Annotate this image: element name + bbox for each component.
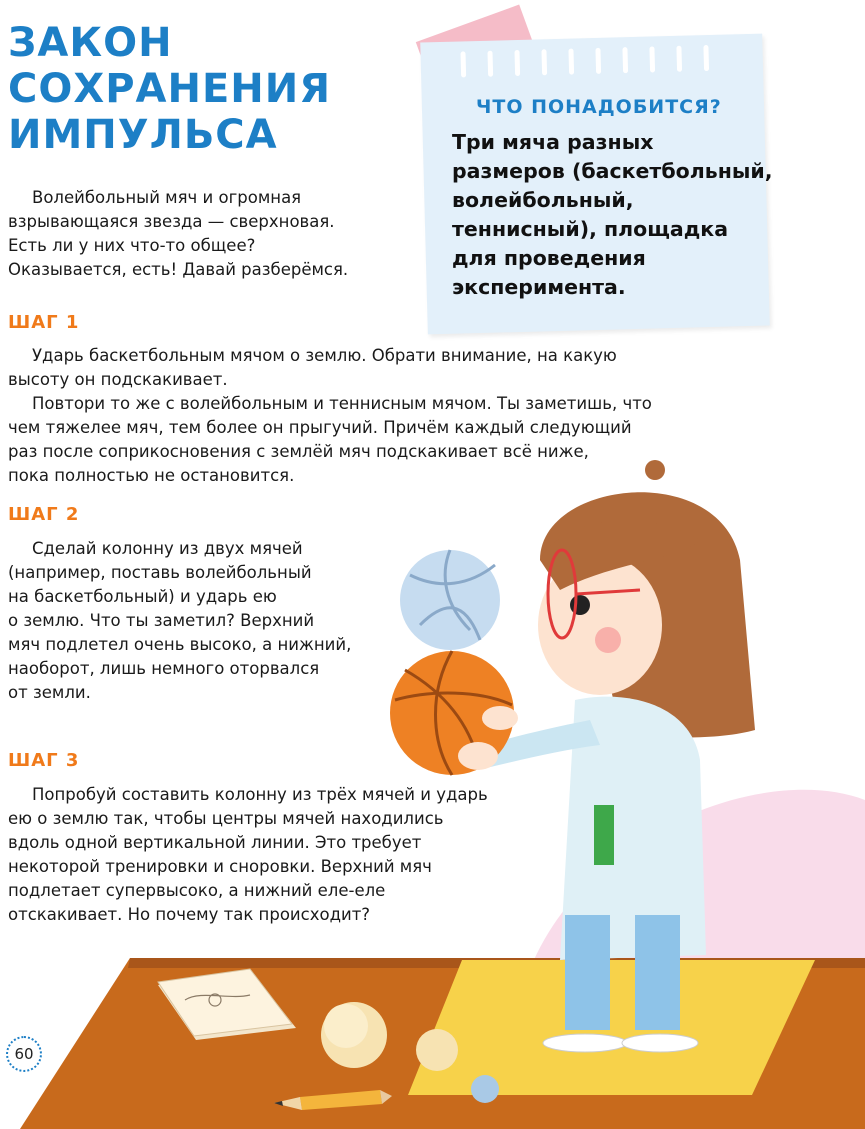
title-line: ИМПУЛЬСА — [8, 112, 278, 158]
materials-line: для проведения — [452, 246, 646, 270]
page-title — [8, 20, 331, 158]
step1-line: Ударь баскетбольным мячом о землю. Обрати внимание, на какую — [32, 346, 617, 365]
step3-line: подлетает супервысоко, а нижний еле-еле — [8, 881, 386, 900]
step3-heading: ШАГ 3 — [8, 750, 80, 771]
intro-line: взрывающаяся звезда — сверхновая. — [8, 212, 335, 231]
step2-line: Сделай колонну из двух мячей — [32, 539, 303, 558]
step2-line: наоборот, лишь немного оторвался — [8, 659, 320, 678]
step3-line: Попробуй составить колонну из трёх мячей и ударь — [32, 785, 488, 804]
materials-line: Три мяча разных — [452, 130, 654, 154]
materials-line: волейбольный, — [452, 188, 634, 212]
step2-line: на баскетбольный) и ударь ею — [8, 587, 277, 606]
ball-small — [471, 1075, 499, 1103]
step2-text — [8, 537, 351, 705]
step1-line: раз после соприкосновения с землёй мяч подскакивает всё ниже, — [8, 442, 589, 461]
materials-line: эксперимента. — [452, 275, 626, 299]
materials-line: теннисный), площадка — [452, 217, 729, 241]
ball-medium — [416, 1029, 458, 1071]
materials-heading: ЧТО ПОНАДОБИТСЯ? — [476, 96, 722, 118]
step1-heading: ШАГ 1 — [8, 312, 80, 333]
step2-heading: ШАГ 2 — [8, 504, 80, 525]
step3-text — [8, 783, 488, 927]
step2-line: (например, поставь волейбольный — [8, 563, 312, 582]
step1-text — [8, 344, 652, 488]
materials-line: размеров (баскетбольный, — [452, 159, 773, 183]
title-line: СОХРАНЕНИЯ — [8, 66, 332, 112]
page-number: 60 — [6, 1036, 42, 1072]
materials-text — [452, 128, 773, 302]
step1-line: чем тяжелее мяч, тем более он прыгучий. Причём каждый следующий — [8, 418, 632, 437]
step1-line: высоту он подскакивает. — [8, 370, 228, 389]
intro-line: Есть ли у них что-то общее? — [8, 236, 256, 255]
title-line: ЗАКОН — [8, 20, 173, 66]
note-holes — [460, 44, 743, 79]
step3-line: вдоль одной вертикальной линии. Это требует — [8, 833, 422, 852]
intro-line: Волейбольный мяч и огромная — [32, 188, 302, 207]
step3-line: некоторой тренировки и сноровки. Верхний мяч — [8, 857, 432, 876]
step3-line: отскакивает. Но почему так происходит? — [8, 905, 371, 924]
step2-line: мяч подлетел очень высоко, а нижний, — [8, 635, 352, 654]
step2-line: от земли. — [8, 683, 91, 702]
volleyball-icon — [400, 550, 500, 650]
step3-line: ею о землю так, чтобы центры мячей находились — [8, 809, 444, 828]
step1-line: Повтори то же с волейбольным и теннисным мячом. Ты заметишь, что — [32, 394, 652, 413]
step2-line: о землю. Что ты заметил? Верхний — [8, 611, 315, 630]
yellow-mat — [408, 960, 815, 1095]
step1-line: пока полностью не остановится. — [8, 466, 295, 485]
intro-paragraph — [8, 186, 378, 282]
intro-line: Оказывается, есть! Давай разберёмся. — [8, 260, 349, 279]
